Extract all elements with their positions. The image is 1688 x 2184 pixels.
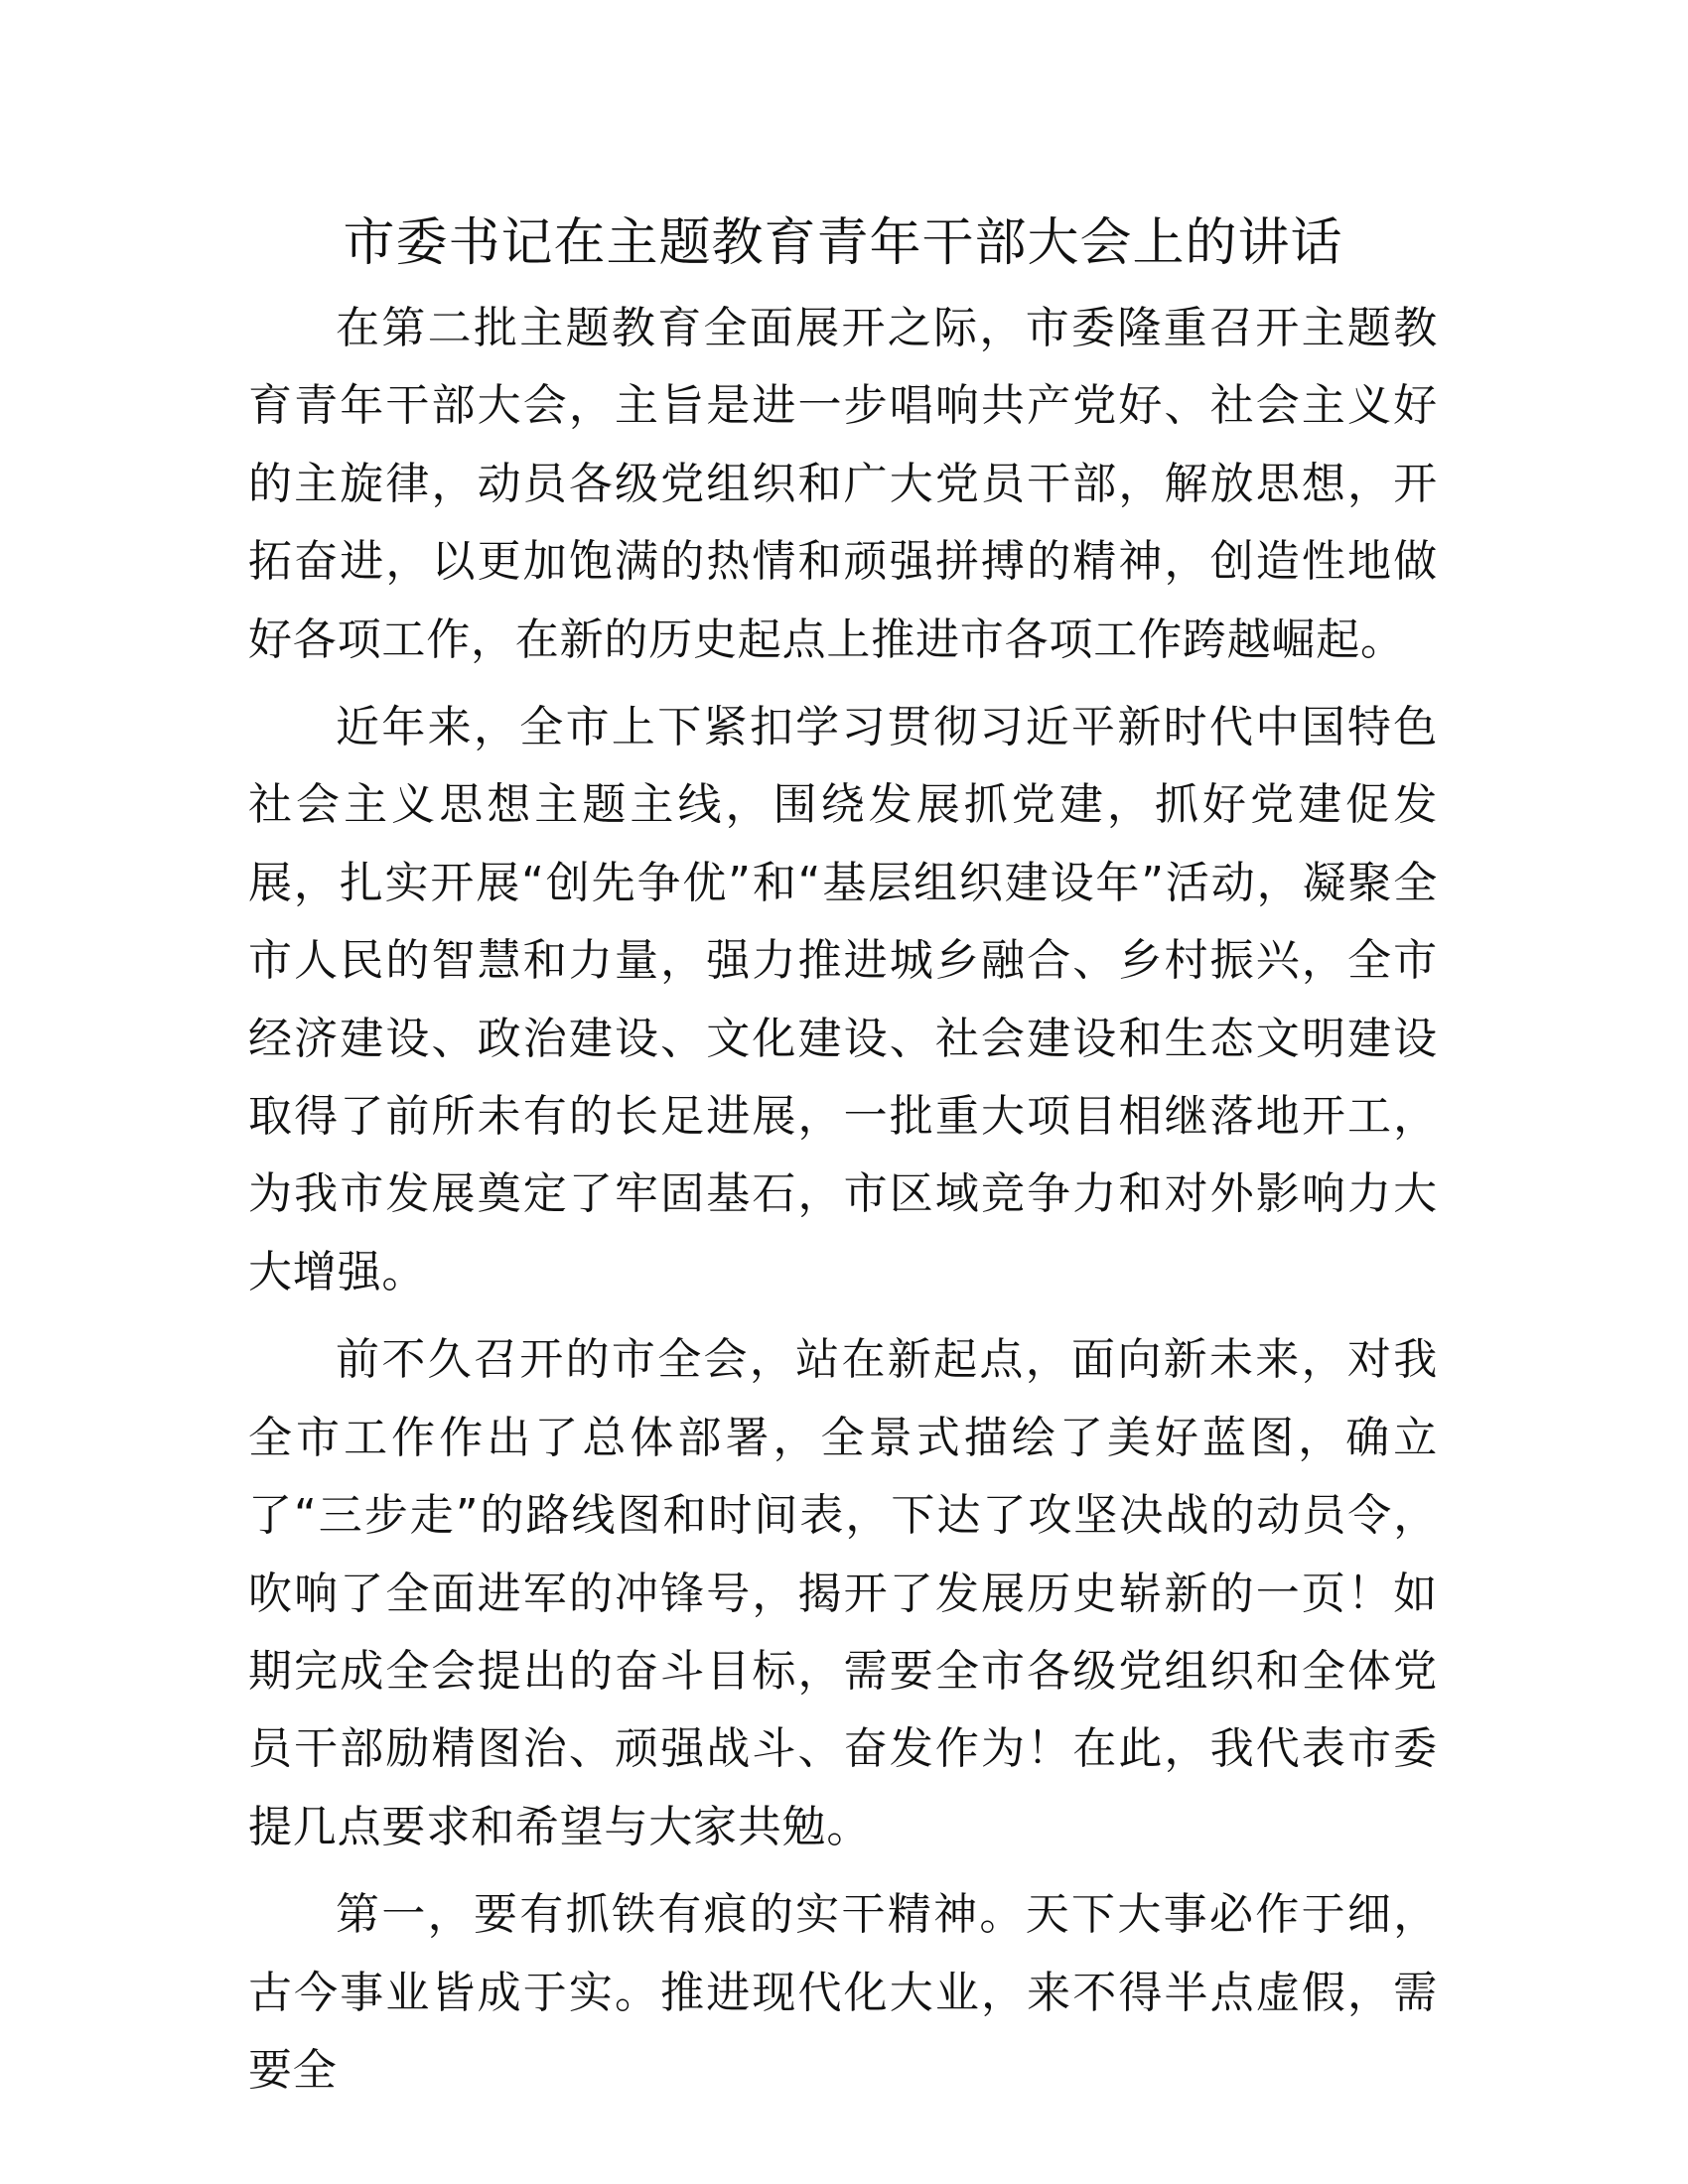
paragraph-2: 近年来，全市上下紧扣学习贯彻习近平新时代中国特色社会主义思想主题主线，围绕发展抓党建，抓好党建促发展，扎实开展“创先争优”和“基层组织建设年”活动，凝聚全市人民的智慧和力量，强力推进城乡融合、乡村振兴，全市经济建设、政治建设、文化建设、社会建设和生态文明建设取得了前所未有的长足进展，一批重大项目相继落地开工，为我市发展奠定了牢固基石，市区域竞争力和对外影响力大大增强。 xyxy=(248,702,1438,1297)
paragraph-1: 在第二批主题教育全面展开之际，市委隆重召开主题教育青年干部大会，主旨是进一步唱响共产党好、社会主义好的主旋律，动员各级党组织和广大党员干部，解放思想，开拓奋进，以更加饱满的热情和顽强拼搏的精神，创造性地做好各项工作，在新的历史起点上推进市各项工作跨越崛起。 xyxy=(248,303,1438,665)
document-page xyxy=(248,208,1438,2119)
paragraph-3: 前不久召开的市全会，站在新起点，面向新未来，对我全市工作作出了总体部署，全景式描绘了美好蓝图，确立了“三步走”的路线图和时间表，下达了攻坚决战的动员令，吹响了全面进军的冲锋号，揭开了发展历史崭新的一页！如期完成全会提出的奋斗目标，需要全市各级党组织和全体党员干部励精图治、顽强战斗、奋发作为！在此，我代表市委提几点要求和希望与大家共勉。 xyxy=(248,1334,1438,1852)
document-title: 市委书记在主题教育青年干部大会上的讲话 xyxy=(343,213,1343,273)
paragraph-4: 第一，要有抓铁有痕的实干精神。天下大事必作于细，古今事业皆成于实。推进现代化大业，来不得半点虚假，需要全 xyxy=(248,1889,1438,2096)
document-body xyxy=(248,290,1438,2110)
